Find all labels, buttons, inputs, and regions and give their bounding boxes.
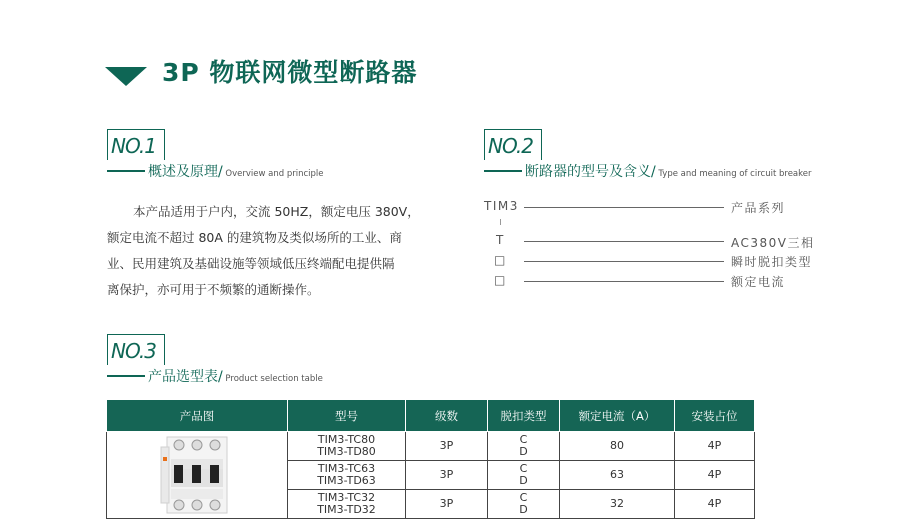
product-image-cell — [107, 432, 288, 519]
current-cell: 32 — [560, 490, 675, 519]
model-cell — [288, 461, 406, 490]
model-line — [524, 281, 724, 282]
header-slots: 安装占位 — [675, 400, 755, 432]
triangle-down-icon — [105, 67, 147, 86]
header-image: 产品图 — [107, 400, 288, 432]
product-selection-table — [106, 399, 755, 519]
model-value: TIM3-TC32 — [317, 491, 376, 504]
trip-value: D — [519, 474, 528, 487]
model-line — [524, 241, 724, 242]
model-code-current: □ — [494, 273, 507, 287]
model-connector — [500, 219, 501, 225]
section-2-underline — [484, 170, 522, 172]
model-cell — [288, 490, 406, 519]
model-value: TIM3-TC63 — [317, 462, 376, 475]
slots-cell: 4P — [675, 432, 755, 461]
header-trip: 脱扣类型 — [488, 400, 560, 432]
model-line — [524, 261, 724, 262]
model-cell — [288, 432, 406, 461]
overview-paragraph — [107, 199, 437, 303]
section-3-title-cn: 产品选型表/ — [148, 369, 223, 385]
table-header-row — [107, 400, 755, 432]
model-meaning-current: 额定电流 — [731, 275, 786, 289]
header-current: 额定电流（A） — [560, 400, 675, 432]
trip-value: C — [519, 491, 528, 504]
header-model: 型号 — [288, 400, 406, 432]
section-1-title — [148, 161, 324, 181]
section-3-title-en: Product selection table — [222, 374, 323, 384]
model-meaning-series: 产品系列 — [731, 201, 786, 215]
section-3-underline — [107, 375, 145, 377]
slots-cell: 4P — [675, 490, 755, 519]
model-meaning-trip: 瞬时脱扣类型 — [731, 255, 813, 269]
model-meaning-phase: AC380V三相 — [731, 236, 815, 250]
model-line — [524, 207, 724, 208]
table-row — [107, 432, 755, 461]
section-2-title-cn: 断路器的型号及含义/ — [525, 164, 656, 180]
poles-cell: 3P — [406, 490, 488, 519]
page-title: 3P 物联网微型断路器 — [162, 58, 418, 87]
circuit-breaker-image — [157, 435, 237, 515]
current-cell: 80 — [560, 432, 675, 461]
model-code-phase: T — [496, 233, 505, 247]
section-2-number: NO.2 — [488, 134, 533, 158]
section-2-title-en: Type and meaning of circuit breaker — [655, 169, 812, 179]
model-value: TIM3-TD80 — [317, 445, 376, 458]
section-1-underline — [107, 170, 145, 172]
header-poles: 级数 — [406, 400, 488, 432]
trip-value: D — [519, 503, 528, 516]
model-value: TIM3-TD32 — [317, 503, 376, 516]
overview-line: 本产品适用于户内，交流 50HZ，额定电压 380V， — [133, 204, 420, 219]
trip-value: C — [519, 433, 528, 446]
section-1-title-en: Overview and principle — [222, 169, 324, 179]
poles-cell: 3P — [406, 432, 488, 461]
section-3-title — [148, 366, 323, 386]
current-cell: 63 — [560, 461, 675, 490]
overview-line: 额定电流不超过 80A 的建筑物及类似场所的工业、商 — [107, 230, 402, 245]
section-1-title-cn: 概述及原理/ — [148, 164, 223, 180]
trip-cell — [488, 490, 560, 519]
overview-line: 离保护，亦可用于不频繁的通断操作。 — [107, 282, 320, 297]
trip-cell — [488, 432, 560, 461]
slots-cell: 4P — [675, 461, 755, 490]
trip-value: D — [519, 445, 528, 458]
model-code-trip: □ — [494, 253, 507, 267]
section-2-title — [525, 161, 811, 181]
trip-value: C — [519, 462, 528, 475]
poles-cell: 3P — [406, 461, 488, 490]
trip-cell — [488, 461, 560, 490]
model-value: TIM3-TC80 — [317, 433, 376, 446]
model-code-series: TIM3 — [484, 199, 519, 213]
section-1-number: NO.1 — [111, 134, 156, 158]
model-value: TIM3-TD63 — [317, 474, 376, 487]
section-3-number: NO.3 — [111, 339, 156, 363]
overview-line: 业、民用建筑及基础设施等领域低压终端配电提供隔 — [107, 256, 395, 271]
